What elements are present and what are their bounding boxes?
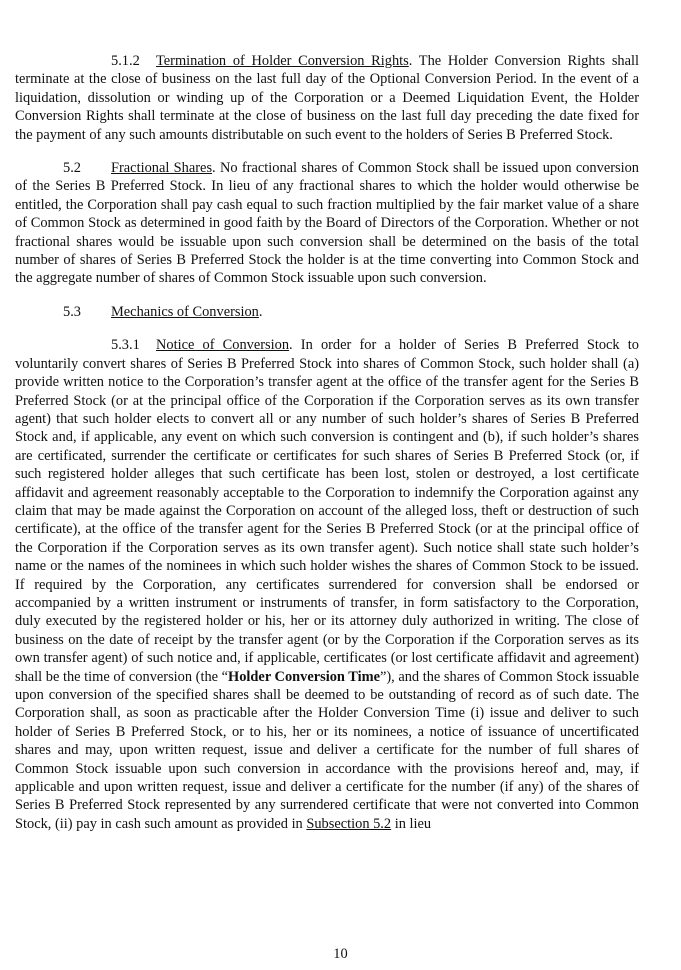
section-body: . No fractional shares of Common Stock shall be issued upon conversion of the Series B Preferred Stock. In lieu of any fractional shares to which the holder would otherwise be entitled, the Corporation shall pay cash equal to such fraction multiplied by the fair market value of a share of Common Stock as determined in good faith by the Board of Directors of the Corporation. Whether or not fractional shares would be issuable upon such conversion shall be determined on the basis of the total number of shares of Series B Preferred Stock the holder is at the time converting into Common Stock and the aggregate number of shares of Common Stock issuable upon such conversion. [15,160,639,287]
section-number: 5.1.2 [111,53,140,69]
section-body: . The Holder Conversion Rights shall terminate at the close of business on the last full day of the Optional Conversion Period. In the event of a liquidation, dissolution or winding up of the Corporation or a Deemed Liquidation Event, the Holder Conversion Rights shall terminate at the close of business on the last full day preceding the date fixed for the payment of any such amounts distributable on such event to the holders of Series B Preferred Stock. [15,53,639,143]
section-5-1-2 [15,52,639,144]
section-5-3 [15,303,639,321]
section-number: 5.3.1 [111,337,140,354]
section-title: Mechanics of Conversion [111,303,259,320]
section-body-part-3: in lieu [391,815,432,832]
section-number: 5.3 [63,303,81,320]
section-5-2 [15,159,639,288]
section-title-period: . [258,303,263,320]
defined-term: Holder Conversion Time [228,668,380,685]
page-number: 10 [333,946,348,962]
section-number: 5.2 [63,160,81,177]
section-body-part-1: . In order for a holder of Series B Preferred Stock to voluntarily convert shares of Series B Preferred Stock into shares of Common Stock, such holder shall (a) provide written notice to the Corporation’s transfer agent at the office of the transfer agent for the Series B Preferred Stock (or at the principal office of the Corporation if the Corporation serves as its own transfer agent) that such holder elects to convert all or any number of such holder’s shares of Series B Preferred Stock and, if applicable, any event on which such conversion is contingent and (b), if such holder’s shares are certificated, surrender the certificate or certificates for such shares of Series B Preferred Stock (or, if such registered holder alleges that such certificate has been lost, stolen or destroyed, a lost certificate affidavit and agreement reasonably acceptable to the Corporation to indemnify the Corporation against any claim that may be made against the Corporation on account of the alleged loss, theft or destruction of such certificate), at the office of the transfer agent for the Series B Preferred Stock (or at the principal office of the Corporation if the Corporation serves as its own transfer agent). Such notice shall state such holder’s name or the names of the nominees in which such holder wishes the shares of Common Stock to be issued. If required by the Corporation, any certificates surrendered for conversion shall be endorsed or accompanied by a written instrument or instruments of transfer, in form satisfactory to the Corporation, duly executed by the registered holder or his, her or its attorney duly authorized in writing. The close of business on the date of receipt by the transfer agent (or by the Corporation if the Corporation serves as its own transfer agent) of such notice and, if applicable, certificates (or lost certificate affidavit and agreement) shall be the time of conversion (the “ [15,337,639,685]
section-title: Termination of Holder Conversion Rights [156,53,409,69]
subsection-reference: Subsection 5.2 [306,815,392,832]
document-page [15,52,639,848]
section-5-3-1 [15,336,639,833]
section-title: Fractional Shares [111,160,213,177]
section-title: Notice of Conversion [156,337,290,354]
section-body-part-2: ”), and the shares of Common Stock issuable upon conversion of the specified shares shall be deemed to be outstanding of record as of such date. The Corporation shall, as soon as practicable after the Holder Conversion Time (i) issue and deliver to such holder of Series B Preferred Stock, or to his, her or its nominees, a notice of issuance of uncertificated shares and may, upon written request, issue and deliver a certificate for the number of full shares of Common Stock issuable upon such conversion in accordance with the provisions hereof and, may, if applicable and upon written request, issue and deliver a certificate for the number (if any) of the shares of Series B Preferred Stock represented by any surrendered certificate that were not converted into Common Stock, (ii) pay in cash such amount as provided in [15,668,639,832]
